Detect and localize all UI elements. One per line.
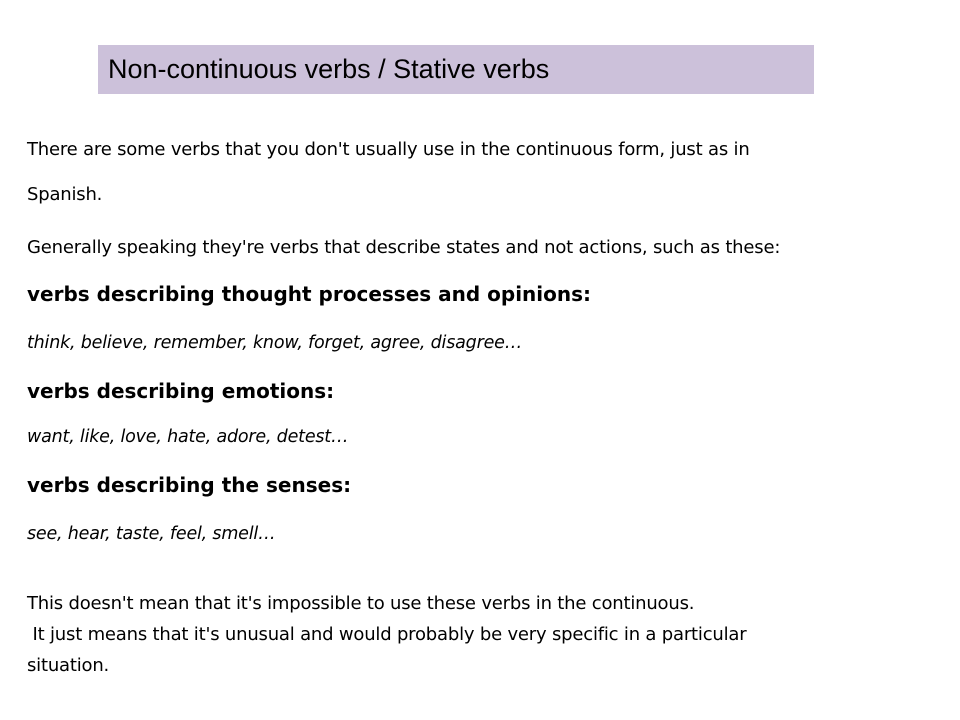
category-examples-thought: think, believe, remember, know, forget, agree, disagree… (27, 333, 523, 353)
closing-text-line-1: This doesn't mean that it's impossible to use these verbs in the continuous. (27, 593, 695, 614)
category-examples-emotions: want, like, love, hate, adore, detest… (27, 427, 349, 447)
category-heading-senses: verbs describing the senses: (27, 473, 352, 497)
category-heading-emotions: verbs describing emotions: (27, 379, 335, 403)
category-examples-senses: see, hear, taste, feel, smell… (27, 524, 276, 544)
intro-text-line-3: Generally speaking they're verbs that describe states and not actions, such as these: (27, 237, 781, 258)
category-heading-thought: verbs describing thought processes and opinions: (27, 282, 592, 306)
intro-text-line-2: Spanish. (27, 184, 103, 205)
intro-text-line-1: There are some verbs that you don't usually use in the continuous form, just as in (27, 139, 750, 160)
page-title: Non-continuous verbs / Stative verbs (108, 54, 550, 84)
closing-text-line-3: situation. (27, 655, 110, 676)
closing-text-line-2: It just means that it's unusual and would probably be very specific in a particular (27, 624, 747, 645)
title-banner (98, 45, 814, 94)
